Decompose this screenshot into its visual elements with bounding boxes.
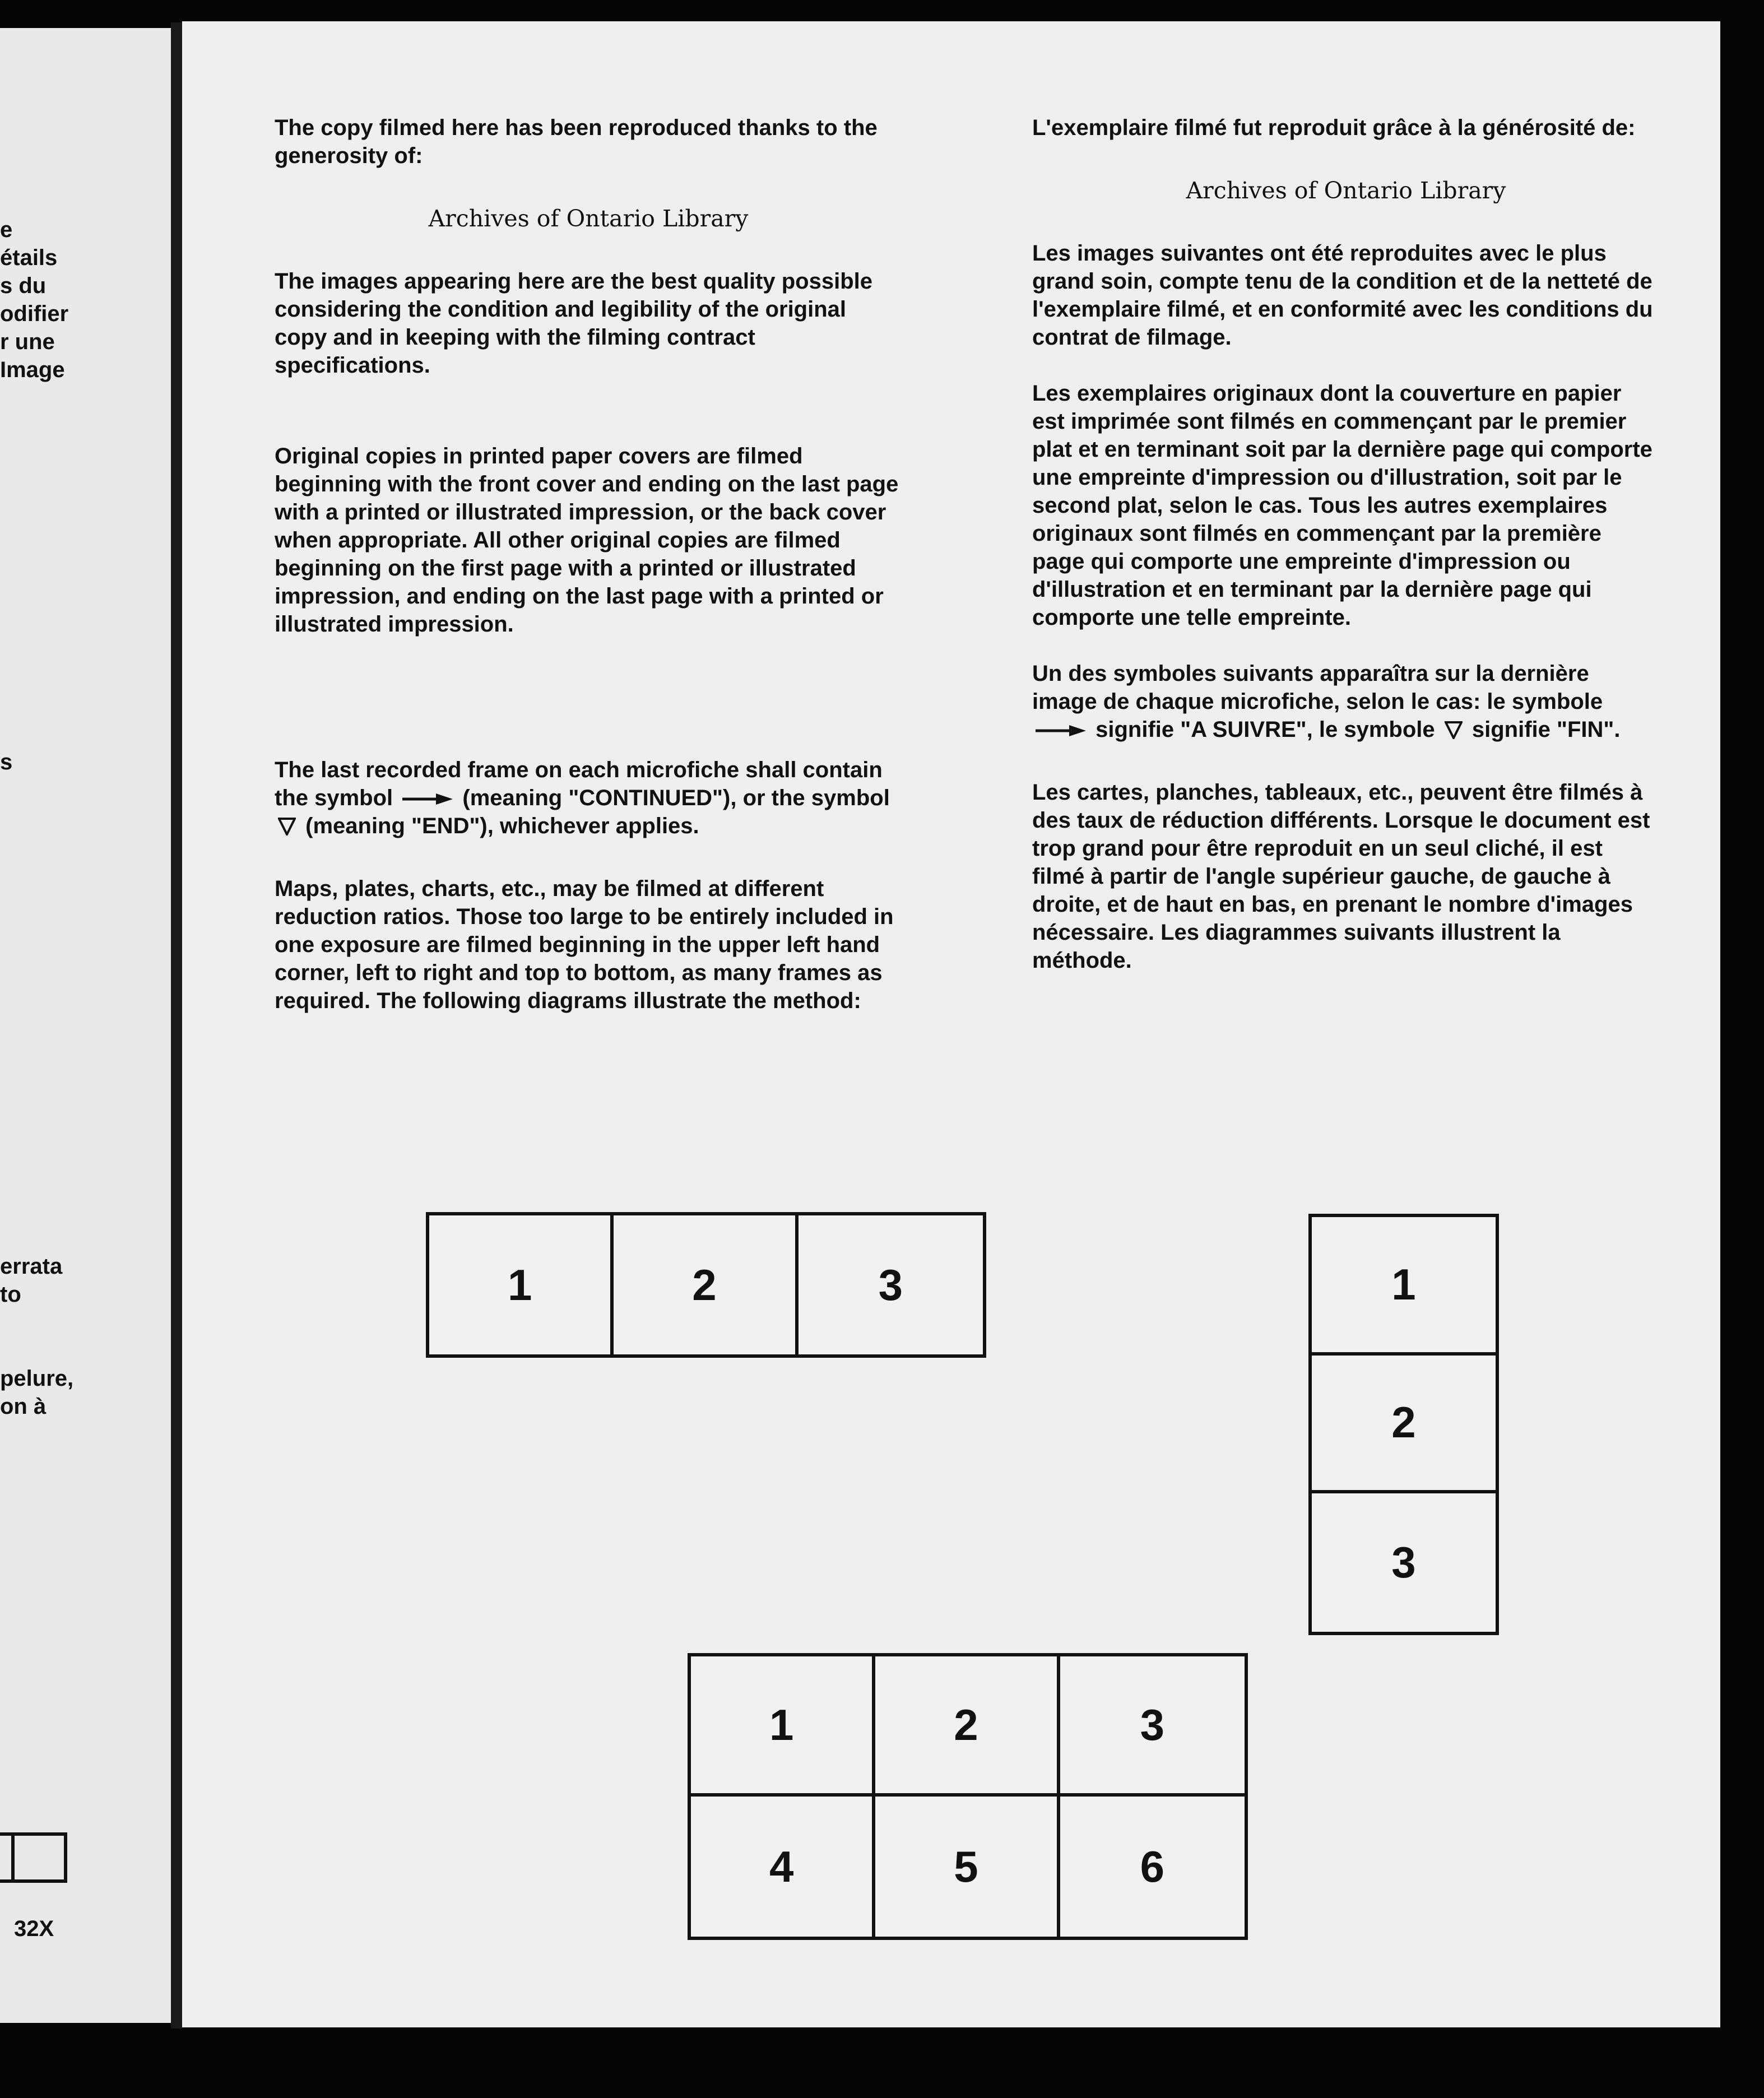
- continued-arrow-icon: [402, 793, 453, 805]
- english-paragraph-4: Maps, plates, charts, etc., may be filmed at different reduction ratios. Those too large to be entirely included in one exposure are filmed beginning in the upper left hand corner, left to right and top to bottom, as many frames as required. The following diagrams illustrate the method:: [275, 876, 894, 1013]
- frame-cell: 5: [875, 1797, 1060, 1937]
- fragment-box: [0, 1832, 67, 1883]
- english-intro: The copy filmed here has been reproduced thanks to the generosity of:: [275, 115, 878, 168]
- frame-cell: 3: [1391, 1538, 1416, 1588]
- french-paragraph-2: Les exemplaires originaux dont la couverture en papier est imprimée sont filmés en commençant par le premier plat et en terminant soit par la dernière page qui comporte une empreinte d'impression ou d'illustration, soit par le second plat, selon le cas. Tous les autres exemplaires originaux sont filmés en commençant par la première page qui comporte une empreinte d'impression ou d'illustration et en terminant par la dernière page qui comporte une telle empreinte.: [1032, 381, 1652, 630]
- french-intro: L'exemplaire filmé fut reproduit grâce à la générosité de:: [1032, 115, 1636, 140]
- frame-cell: 2: [614, 1215, 798, 1354]
- frame-cell: 3: [878, 1260, 903, 1310]
- english-column: [275, 114, 902, 1015]
- left-page-fragment: [0, 28, 171, 2023]
- fragment-line: Image: [0, 358, 65, 382]
- vertical-frames-diagram: [1308, 1214, 1499, 1635]
- french-column: [1032, 114, 1660, 974]
- frame-cell: 3: [1060, 1656, 1245, 1797]
- frame-cell: 2: [1312, 1356, 1496, 1494]
- grid-frames-diagram: [688, 1653, 1248, 1940]
- frame-cell: 4: [691, 1797, 875, 1937]
- english-library-name: Archives of Ontario Library: [428, 205, 749, 232]
- french-library-name: Archives of Ontario Library: [1186, 177, 1506, 204]
- end-triangle-icon: [1445, 721, 1463, 739]
- fragment-line: errata: [0, 1254, 63, 1279]
- fragment-label: 32X: [14, 1916, 54, 1941]
- fragment-line: odifier: [0, 301, 69, 326]
- frame-cell: 6: [1140, 1841, 1165, 1891]
- fragment-line: s du: [0, 273, 47, 298]
- french-paragraph-1: Les images suivantes ont été reproduites avec le plus grand soin, compte tenu de la condition et de la netteté de l'exemplaire filmé, et en conformité avec les conditions du contrat de filmage.: [1032, 241, 1653, 350]
- end-triangle-icon: [278, 818, 296, 836]
- document-page: [182, 21, 1720, 2027]
- horizontal-frames-diagram: [426, 1212, 986, 1358]
- english-paragraph-3: The last recorded frame on each microfiche shall contain the symbol (meaning "CONTINUED"), or the symbol (meaning "END"), whichever applies.: [275, 758, 890, 838]
- fragment-line: e: [0, 217, 13, 242]
- english-paragraph-1: The images appearing here are the best quality possible considering the condition and legibility of the original copy and in keeping with the filming contract specifications.: [275, 269, 872, 378]
- french-paragraph-4: Les cartes, planches, tableaux, etc., peuvent être filmés à des taux de réduction différents. Lorsque le document est trop grand pour être reproduit en un seul cliché, il est filmé à partir de l'angle supérieur gauche, de gauche à droite, et de haut en bas, en prenant le nombre d'images nécessaire. Les diagrammes suivants illustrent la méthode.: [1032, 780, 1650, 973]
- frame-cell: 2: [875, 1656, 1060, 1797]
- frame-cell: 1: [429, 1215, 614, 1354]
- french-paragraph-3: Un des symboles suivants apparaîtra sur la dernière image de chaque microfiche, selon le cas: le symbole signifie "A SUIVRE", le symbole signifie "FIN".: [1032, 661, 1621, 742]
- fragment-line: pelure,: [0, 1366, 74, 1391]
- frame-cell: 1: [691, 1656, 875, 1797]
- fragment-line: s: [0, 750, 13, 774]
- fragment-line: étails: [0, 245, 58, 270]
- continued-arrow-icon: [1036, 725, 1086, 737]
- page-fold-shadow: [171, 22, 182, 2029]
- english-paragraph-2: Original copies in printed paper covers are filmed beginning with the front cover and ending on the last page with a printed or illustrated impression, or the back cover when appropriate. All other original copies are filmed beginning on the first page with a printed or illustrated impression, and ending on the last page with a printed or illustrated impression.: [275, 444, 899, 637]
- fragment-line: to: [0, 1282, 21, 1307]
- fragment-line: on à: [0, 1394, 47, 1419]
- fragment-line: r une: [0, 329, 55, 354]
- frame-cell: 1: [1312, 1217, 1496, 1356]
